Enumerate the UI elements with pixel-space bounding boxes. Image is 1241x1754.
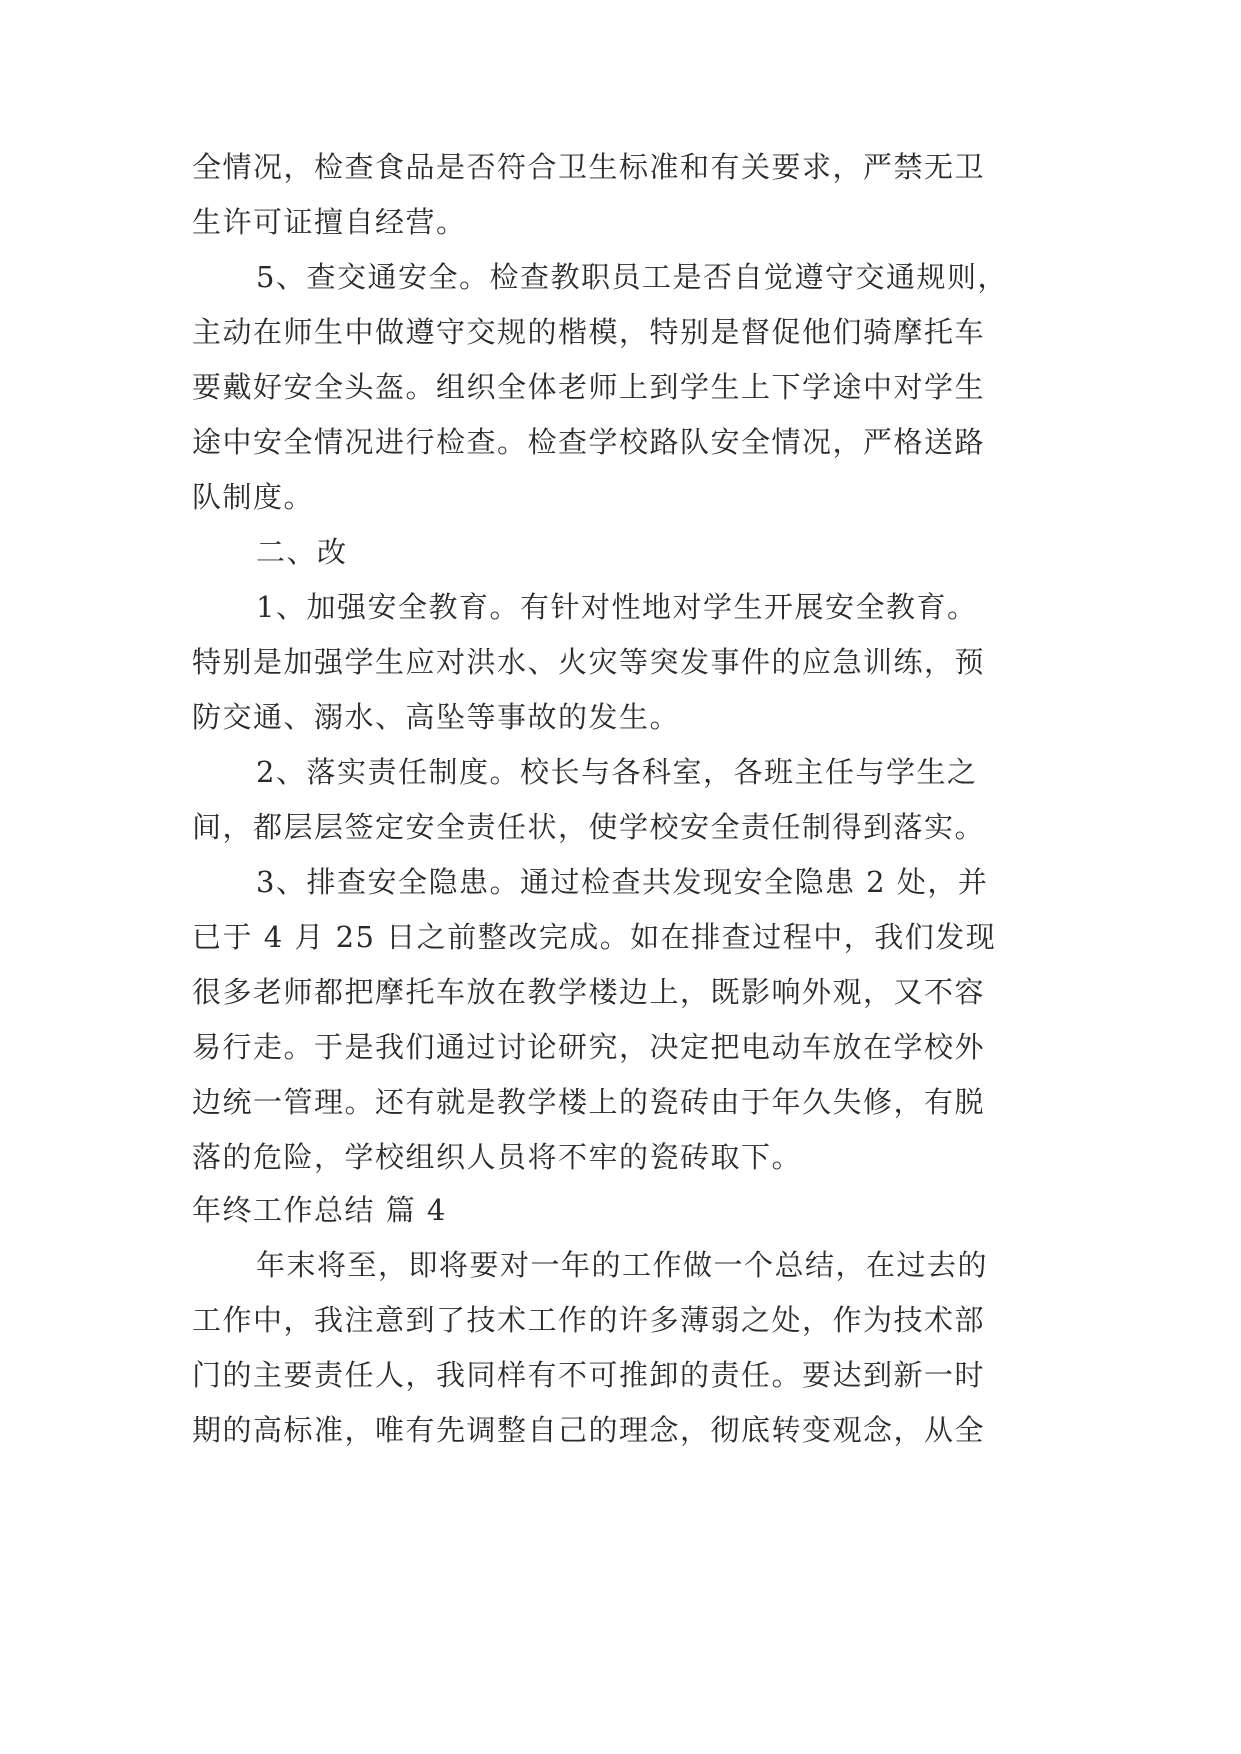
text-line: 队制度。 (192, 480, 315, 514)
text-line: 途中安全情况进行检查。检查学校路队安全情况，严格送路 (192, 425, 986, 459)
article-title: 年终工作总结 篇 4 (192, 1193, 447, 1227)
text-line: 门的主要责任人，我同样有不可推卸的责任。要达到新一时 (192, 1358, 986, 1392)
paragraph-start-line: 1、加强安全教育。有针对性地对学生开展安全教育。 (256, 590, 978, 624)
text-line: 特别是加强学生应对洪水、火灾等突发事件的应急训练，预 (192, 645, 986, 679)
text-line: 主动在师生中做遵守交规的楷模，特别是督促他们骑摩托车 (192, 315, 986, 349)
paragraph-start-line: 5、查交通安全。检查教职员工是否自觉遵守交通规则， (256, 260, 1008, 294)
text-line: 易行走。于是我们通过讨论研究，决定把电动车放在学校外 (192, 1030, 986, 1064)
text-line: 工作中，我注意到了技术工作的许多薄弱之处，作为技术部 (192, 1303, 986, 1337)
text-line: 落的危险，学校组织人员将不牢的瓷砖取下。 (192, 1140, 803, 1174)
text-line: 全情况，检查食品是否符合卫生标准和有关要求，严禁无卫 (192, 150, 986, 184)
text-line: 很多老师都把摩托车放在教学楼边上，既影响外观，又不容 (192, 975, 986, 1009)
text-line: 期的高标准，唯有先调整自己的理念，彻底转变观念，从全 (192, 1413, 986, 1447)
text-line: 间，都层层签定安全责任状，使学校安全责任制得到落实。 (192, 810, 986, 844)
text-line: 防交通、溺水、高坠等事故的发生。 (192, 700, 681, 734)
text-line: 要戴好安全头盔。组织全体老师上到学生上下学途中对学生 (192, 370, 986, 404)
paragraph-start-line: 3、排查安全隐患。通过检查共发现安全隐患 2 处，并 (256, 865, 989, 899)
text-line: 边统一管理。还有就是教学楼上的瓷砖由于年久失修，有脱 (192, 1085, 986, 1119)
text-line: 已于 4 月 25 日之前整改完成。如在排查过程中，我们发现 (192, 920, 997, 954)
paragraph-start-line: 2、落实责任制度。校长与各科室，各班主任与学生之 (256, 755, 978, 789)
paragraph-start-line: 年末将至，即将要对一年的工作做一个总结，在过去的 (256, 1248, 989, 1282)
text-line: 生许可证擅自经营。 (192, 205, 467, 239)
section-heading: 二、改 (256, 535, 348, 569)
